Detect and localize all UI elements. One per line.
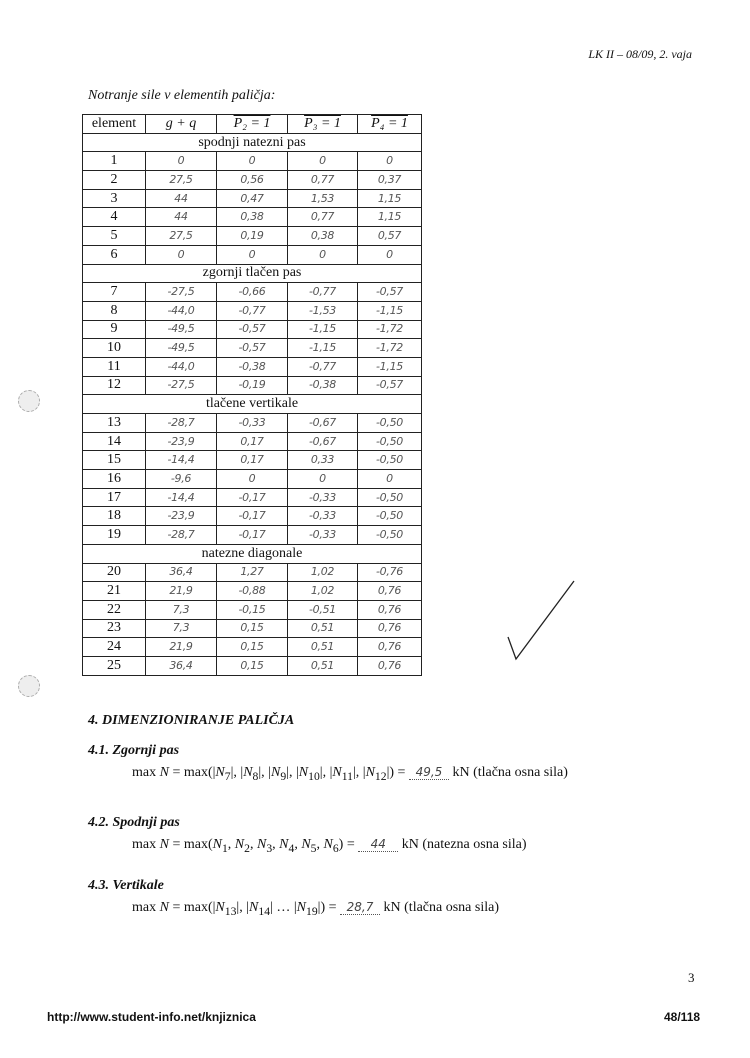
force-value-cell: -0,77 xyxy=(288,357,358,376)
force-value-cell: -0,50 xyxy=(358,507,422,526)
force-value-cell: 0,51 xyxy=(288,656,358,675)
subscript: 2 xyxy=(244,841,250,855)
element-id-cell: 4 xyxy=(83,208,146,227)
table-row xyxy=(83,582,422,601)
force-value-cell: 27,5 xyxy=(146,227,217,246)
force-value-cell: -0,57 xyxy=(217,339,288,358)
force-value-cell: -1,72 xyxy=(358,320,422,339)
table-row xyxy=(83,432,422,451)
table-row xyxy=(83,451,422,470)
force-value-cell: 0,38 xyxy=(217,208,288,227)
force-value-cell: 0,51 xyxy=(288,619,358,638)
punch-hole-icon xyxy=(18,390,40,412)
unit: kN xyxy=(452,765,470,780)
force-value-cell: 21,9 xyxy=(146,582,217,601)
force-value-cell: -1,15 xyxy=(358,357,422,376)
unit: kN xyxy=(401,837,419,852)
subscript: 5 xyxy=(310,841,317,855)
table-header-row xyxy=(83,115,422,134)
force-value-cell: -0,17 xyxy=(217,488,288,507)
element-id-cell: 8 xyxy=(83,301,146,320)
force-value-cell: -49,5 xyxy=(146,339,217,358)
force-value-cell: 0,38 xyxy=(288,227,358,246)
element-id-cell: 22 xyxy=(83,600,146,619)
element-id-cell: 21 xyxy=(83,582,146,601)
force-value-cell: -9,6 xyxy=(146,470,217,489)
table-row xyxy=(83,171,422,190)
table-row xyxy=(83,189,422,208)
force-value-cell: -0,38 xyxy=(217,357,288,376)
table-row xyxy=(83,283,422,302)
force-value-cell: -0,76 xyxy=(358,563,422,582)
force-value-cell: 0,76 xyxy=(358,656,422,675)
subsection-heading: 4.3. Vertikale xyxy=(88,878,164,893)
section-row xyxy=(83,544,422,563)
force-value-cell: 0,77 xyxy=(288,171,358,190)
force-value-cell: -28,7 xyxy=(146,526,217,545)
force-value-cell: 1,02 xyxy=(288,582,358,601)
section-title: 4. DIMENZIONIRANJE PALIČJA xyxy=(88,713,295,728)
force-value-cell: 0 xyxy=(217,152,288,171)
col-p2: P₂ = 1 xyxy=(217,115,288,134)
force-value-cell: -0,17 xyxy=(217,507,288,526)
force-value-cell: 0,57 xyxy=(358,227,422,246)
force-value-cell: -0,57 xyxy=(358,376,422,395)
element-id-cell: 11 xyxy=(83,357,146,376)
force-value-cell: -1,15 xyxy=(288,320,358,339)
element-id-cell: 12 xyxy=(83,376,146,395)
element-id-cell: 5 xyxy=(83,227,146,246)
force-value-cell: 0,17 xyxy=(217,432,288,451)
force-value-cell: -0,33 xyxy=(288,488,358,507)
force-value-cell: -0,88 xyxy=(217,582,288,601)
element-id-cell: 6 xyxy=(83,245,146,264)
force-value-cell: 7,3 xyxy=(146,600,217,619)
force-value-cell: 0,76 xyxy=(358,619,422,638)
force-value-cell: -0,19 xyxy=(217,376,288,395)
force-value-cell: 0,47 xyxy=(217,189,288,208)
subscript: 11 xyxy=(341,769,353,783)
table-row xyxy=(83,357,422,376)
subscript: 1 xyxy=(221,841,228,855)
force-value-cell: 21,9 xyxy=(146,638,217,657)
unit: kN xyxy=(383,900,401,915)
force-value-cell: -0,50 xyxy=(358,414,422,433)
force-value-cell: 0 xyxy=(358,245,422,264)
table-row xyxy=(83,470,422,489)
force-value-cell: -27,5 xyxy=(146,283,217,302)
force-value-cell: 44 xyxy=(146,189,217,208)
force-value-cell: -1,72 xyxy=(358,339,422,358)
force-value-cell: 0 xyxy=(288,152,358,171)
force-value-cell: -23,9 xyxy=(146,432,217,451)
table-row xyxy=(83,208,422,227)
subscript: 9 xyxy=(280,769,287,783)
force-value-cell: 0,15 xyxy=(217,656,288,675)
table-row xyxy=(83,656,422,675)
section-row xyxy=(83,264,422,283)
force-value-cell: 0,56 xyxy=(217,171,288,190)
force-value-cell: -0,33 xyxy=(288,526,358,545)
force-type-note: (natezna osna sila) xyxy=(422,837,527,852)
table-row xyxy=(83,488,422,507)
element-id-cell: 19 xyxy=(83,526,146,545)
col-p3: P₃ = 1 xyxy=(288,115,358,134)
table-row xyxy=(83,301,422,320)
force-value-cell: -0,17 xyxy=(217,526,288,545)
section-title: zgornji tlačen pas xyxy=(83,264,422,283)
table-row xyxy=(83,414,422,433)
force-value-cell: 0,33 xyxy=(288,451,358,470)
element-id-cell: 7 xyxy=(83,283,146,302)
footer-url[interactable]: http://www.student-info.net/knjiznica xyxy=(47,1010,256,1024)
force-type-note: (tlačna osna sila) xyxy=(404,900,499,915)
force-value-cell: 1,15 xyxy=(358,208,422,227)
element-id-cell: 18 xyxy=(83,507,146,526)
force-value-cell: 0,37 xyxy=(358,171,422,190)
section-title: natezne diagonale xyxy=(83,544,422,563)
force-value-cell: -0,51 xyxy=(288,600,358,619)
force-value-cell: -44,0 xyxy=(146,357,217,376)
force-type-note: (tlačna osna sila) xyxy=(473,765,568,780)
col-element: element xyxy=(83,115,146,134)
punch-hole-icon xyxy=(18,675,40,697)
subsection-heading: 4.1. Zgornji pas xyxy=(88,743,180,758)
force-value-cell: -0,57 xyxy=(358,283,422,302)
force-value-cell: -0,77 xyxy=(288,283,358,302)
table-row xyxy=(83,152,422,171)
subscript: 14 xyxy=(258,904,271,918)
element-id-cell: 20 xyxy=(83,563,146,582)
force-value-cell: -27,5 xyxy=(146,376,217,395)
table-row xyxy=(83,339,422,358)
force-value-cell: -1,53 xyxy=(288,301,358,320)
force-value-cell: -1,15 xyxy=(358,301,422,320)
page-number: 3 xyxy=(688,970,695,985)
force-value-cell: 36,4 xyxy=(146,656,217,675)
element-id-cell: 16 xyxy=(83,470,146,489)
element-id-cell: 9 xyxy=(83,320,146,339)
checkmark-icon xyxy=(500,575,580,665)
document-header: LK II – 08/09, 2. vaja xyxy=(588,47,692,61)
force-value-cell: 0 xyxy=(146,152,217,171)
force-value-cell: -0,67 xyxy=(288,414,358,433)
force-value-cell: 1,27 xyxy=(217,563,288,582)
force-value-cell: 1,02 xyxy=(288,563,358,582)
element-id-cell: 1 xyxy=(83,152,146,171)
force-value-cell: -14,4 xyxy=(146,488,217,507)
force-value-cell: 0 xyxy=(358,152,422,171)
force-value-cell: 0,51 xyxy=(288,638,358,657)
force-value-cell: 0,19 xyxy=(217,227,288,246)
result-value: 28,7 xyxy=(340,900,380,915)
force-value-cell: -0,66 xyxy=(217,283,288,302)
table-row xyxy=(83,619,422,638)
internal-forces-table xyxy=(82,114,422,676)
subscript: 3 xyxy=(266,841,273,855)
col-gq: g + q xyxy=(146,115,217,134)
subscript: 4 xyxy=(288,841,295,855)
force-value-cell: -0,50 xyxy=(358,432,422,451)
table-caption: Notranje sile v elementih paličja: xyxy=(88,88,276,103)
force-value-cell: -0,77 xyxy=(217,301,288,320)
table-row xyxy=(83,507,422,526)
element-id-cell: 25 xyxy=(83,656,146,675)
force-value-cell: 0 xyxy=(217,470,288,489)
max-force-equation: $\max N = \max(|N_7|$, $|N_8|$, $|N_9|$, $|N_{10}|$, $|N_{11}|$, $|N_{12}|) = 49,5$ kN (tlačna osna sila) xyxy=(132,765,568,783)
table-row xyxy=(83,227,422,246)
subscript: 10 xyxy=(308,769,320,783)
force-value-cell: 0,76 xyxy=(358,582,422,601)
force-value-cell: -0,67 xyxy=(288,432,358,451)
subscript: 6 xyxy=(332,841,339,855)
force-value-cell: -0,50 xyxy=(358,451,422,470)
table-row xyxy=(83,320,422,339)
result-value: 49,5 xyxy=(409,765,449,780)
element-id-cell: 23 xyxy=(83,619,146,638)
force-value-cell: 44 xyxy=(146,208,217,227)
force-value-cell: 0,15 xyxy=(217,638,288,657)
force-value-cell: -0,33 xyxy=(217,414,288,433)
subscript: 12 xyxy=(374,769,387,783)
subsection-heading: 4.2. Spodnji pas xyxy=(88,815,180,830)
force-value-cell: 0 xyxy=(288,245,358,264)
force-value-cell: -0,50 xyxy=(358,526,422,545)
table-row xyxy=(83,376,422,395)
result-value: 44 xyxy=(358,837,398,852)
element-id-cell: 10 xyxy=(83,339,146,358)
force-value-cell: 0,77 xyxy=(288,208,358,227)
subscript: 13 xyxy=(224,904,237,918)
force-value-cell: -0,33 xyxy=(288,507,358,526)
force-value-cell: 27,5 xyxy=(146,171,217,190)
max-force-equation: $\max N = \max(|N_{13}|$, $|N_{14}|$ … $|N_{19}|) = 28,7$ kN (tlačna osna sila) xyxy=(132,900,499,918)
col-p4: P₄ = 1 xyxy=(358,115,422,134)
force-value-cell: 0,76 xyxy=(358,638,422,657)
force-value-cell: -0,50 xyxy=(358,488,422,507)
force-value-cell: 1,15 xyxy=(358,189,422,208)
force-value-cell: -28,7 xyxy=(146,414,217,433)
force-value-cell: 1,53 xyxy=(288,189,358,208)
element-id-cell: 2 xyxy=(83,171,146,190)
force-value-cell: -14,4 xyxy=(146,451,217,470)
force-value-cell: 0 xyxy=(358,470,422,489)
force-value-cell: 7,3 xyxy=(146,619,217,638)
subscript: 7 xyxy=(224,769,231,783)
force-value-cell: -0,57 xyxy=(217,320,288,339)
section-title: spodnji natezni pas xyxy=(83,133,422,152)
footer-page-count: 48/118 xyxy=(664,1010,701,1024)
subscript: 8 xyxy=(252,769,259,783)
force-value-cell: -49,5 xyxy=(146,320,217,339)
section-title: tlačene vertikale xyxy=(83,395,422,414)
table-row xyxy=(83,526,422,545)
element-id-cell: 3 xyxy=(83,189,146,208)
element-id-cell: 14 xyxy=(83,432,146,451)
max-force-equation: $\max N = \max(N_1$, $N_2$, $N_3$, $N_4$, $N_5$, $N_6) = 44$ kN (natezna osna sila) xyxy=(132,837,527,855)
force-value-cell: -0,15 xyxy=(217,600,288,619)
subscript: 19 xyxy=(305,904,318,918)
table-row xyxy=(83,638,422,657)
force-value-cell: 0,76 xyxy=(358,600,422,619)
force-value-cell: 0 xyxy=(146,245,217,264)
table-row xyxy=(83,245,422,264)
force-value-cell: 36,4 xyxy=(146,563,217,582)
force-value-cell: 0,15 xyxy=(217,619,288,638)
force-value-cell: 0 xyxy=(288,470,358,489)
element-id-cell: 15 xyxy=(83,451,146,470)
force-value-cell: -44,0 xyxy=(146,301,217,320)
force-value-cell: 0,17 xyxy=(217,451,288,470)
force-value-cell: 0 xyxy=(217,245,288,264)
table-body xyxy=(83,133,422,675)
element-id-cell: 13 xyxy=(83,414,146,433)
table-row xyxy=(83,600,422,619)
section-row xyxy=(83,133,422,152)
element-id-cell: 24 xyxy=(83,638,146,657)
force-value-cell: -23,9 xyxy=(146,507,217,526)
force-value-cell: -1,15 xyxy=(288,339,358,358)
section-row xyxy=(83,395,422,414)
table-row xyxy=(83,563,422,582)
force-value-cell: -0,38 xyxy=(288,376,358,395)
element-id-cell: 17 xyxy=(83,488,146,507)
